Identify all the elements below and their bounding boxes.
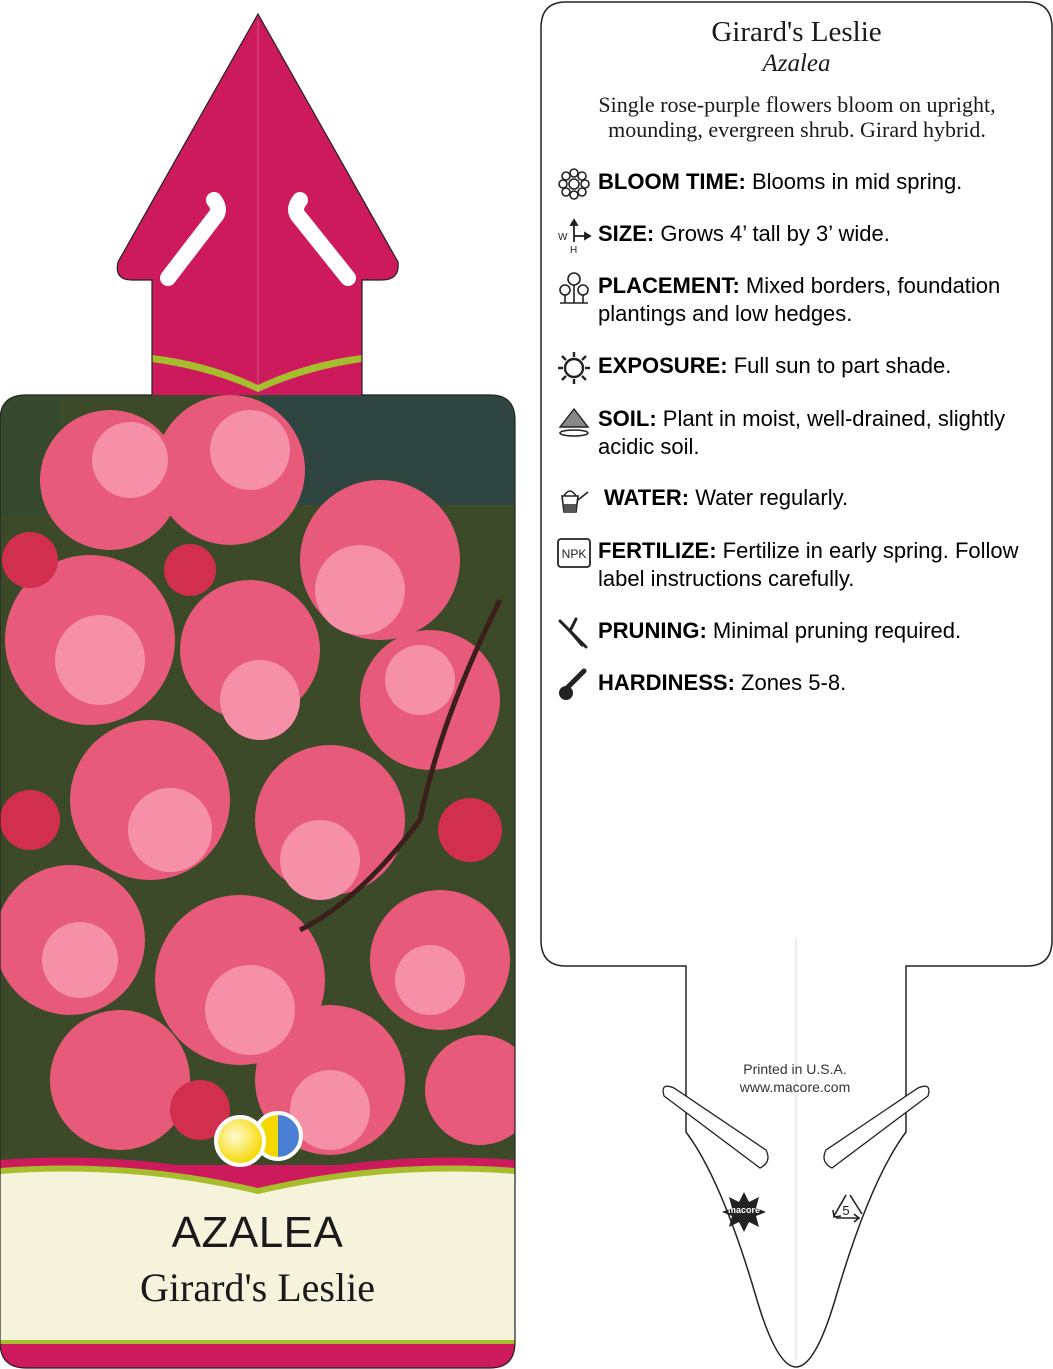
printed-in-label [690,1060,900,1096]
row-text: Water regularly. [689,485,849,510]
row-label: SOIL: [598,406,657,431]
front-variety-label: Girard's Leslie [140,1265,375,1310]
recycle-number: 5 [842,1203,850,1218]
size-icon [556,218,592,254]
row-text: Grows 4’ tall by 3’ wide. [654,221,890,246]
row-label: WATER: [604,485,690,510]
macore-logo-text: macore [727,1205,761,1215]
row-label: EXPOSURE: [598,353,728,378]
thermometer-icon [556,667,592,703]
height-letter: H [570,245,578,254]
row-label: PLACEMENT: [598,273,740,298]
row-text: Plant in moist, well-drained, slightly acidic soil. [598,406,1006,459]
pruners-icon [556,615,592,651]
full-sun-icon [216,1117,264,1165]
flower-icon [556,166,592,202]
row-label: SIZE: [598,221,655,246]
row-label: PRUNING: [598,618,707,643]
row-label: HARDINESS: [598,670,735,695]
npk-label: NPK [561,547,587,561]
row-text: Full sun to part shade. [727,353,952,378]
row-text: Fertilize in early spring. Follow label instructions carefully. [598,538,1019,591]
row-text: Minimal pruning required. [706,618,962,643]
row-label: FERTILIZE: [598,538,717,563]
azalea-photo [0,395,535,1165]
sun-icon [556,350,592,386]
back-title: Girard's Leslie [711,16,882,48]
width-letter: W [558,232,568,243]
watering-can-icon [556,482,592,518]
exposure-badges [216,1113,301,1165]
row-text: Mixed borders, foundation plantings and low hedges. [598,273,1001,326]
row-text: Blooms in mid spring. [745,169,963,194]
soil-icon [556,403,592,439]
placement-icon [556,270,592,306]
back-subtitle: Azalea [762,50,831,77]
row-label: BLOOM TIME: [598,169,746,194]
back-description: Single rose-purple flowers bloom on upright, mounding, evergreen shrub. Girard hybrid. [598,92,996,142]
website-link[interactable]: www.macore.com [739,1079,851,1095]
row-text: Zones 5-8. [734,670,847,695]
printed-country: Printed in U.S.A. [743,1061,847,1077]
front-genus-label: AZALEA [171,1208,344,1257]
fertilizer-icon [556,535,592,571]
